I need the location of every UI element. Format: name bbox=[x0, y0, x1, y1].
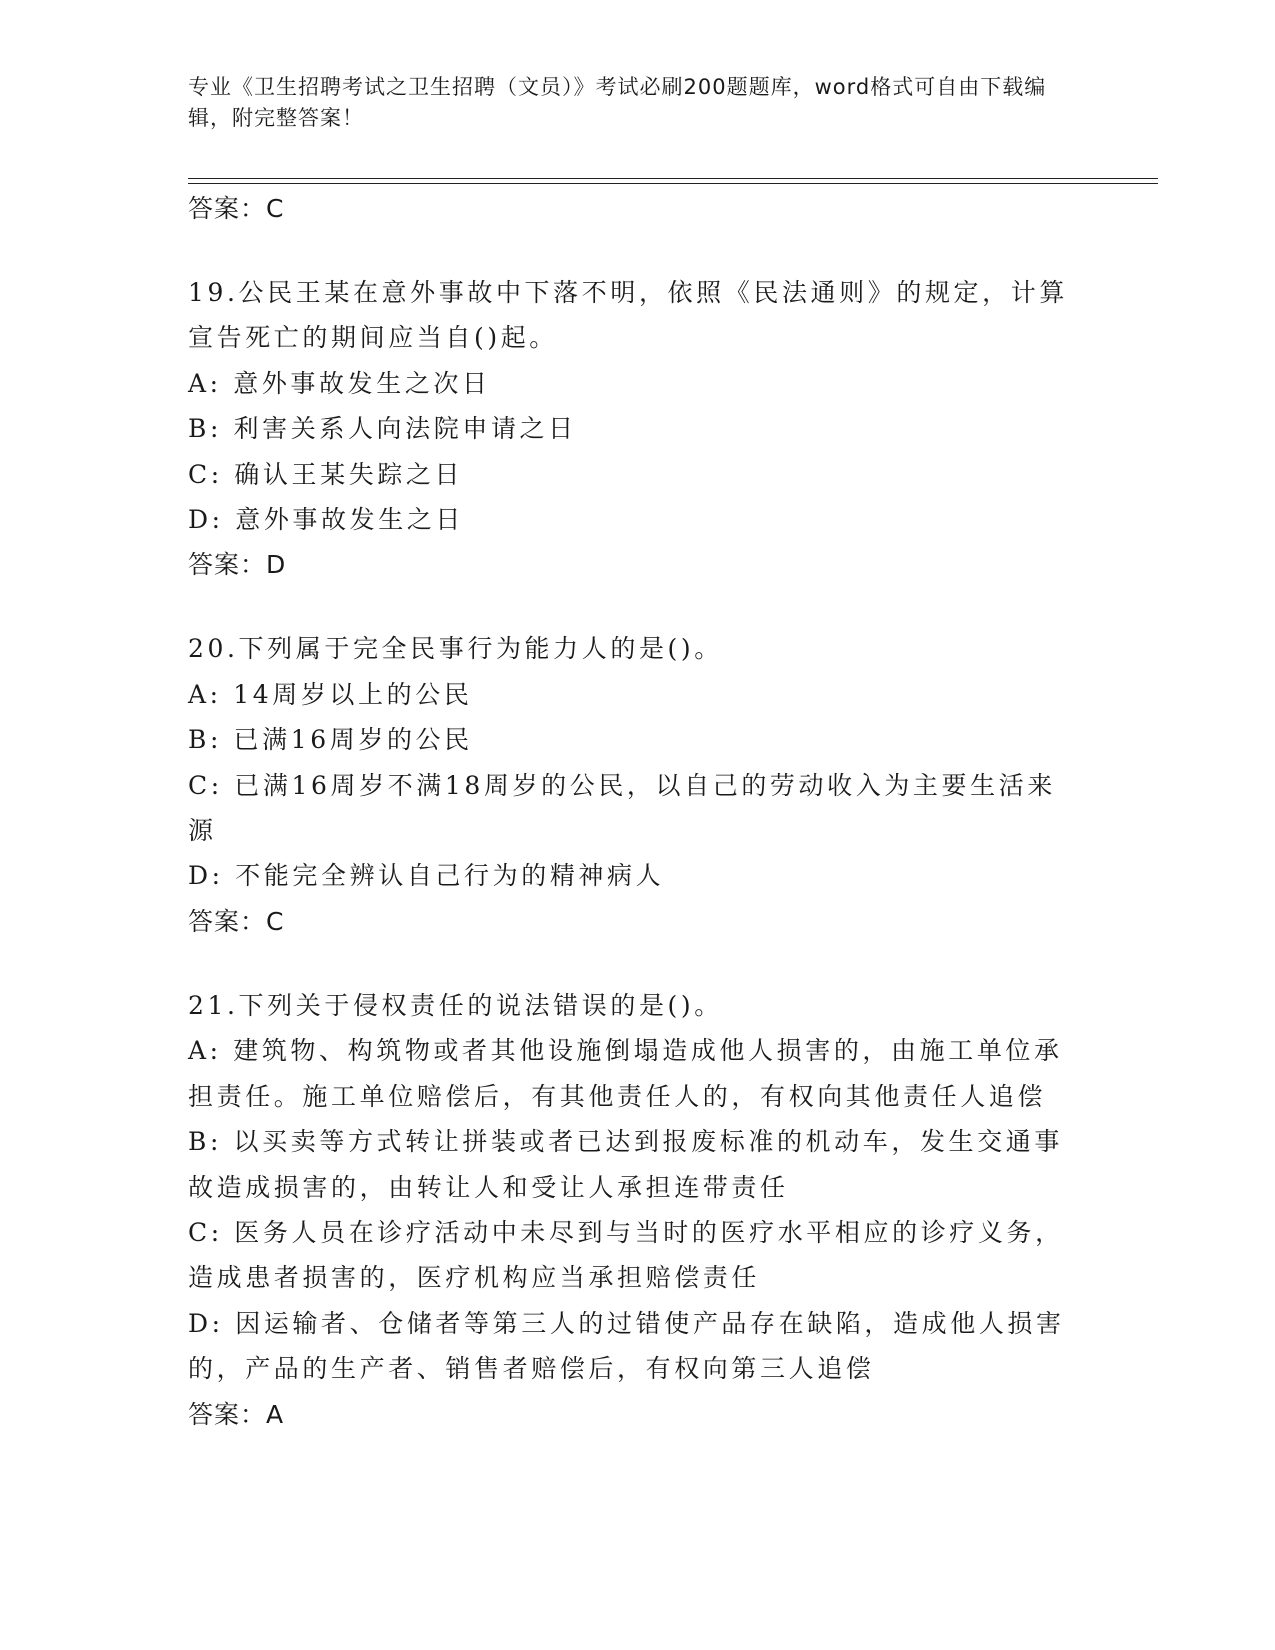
document-body bbox=[188, 186, 1088, 1437]
option-b: B: 已满16周岁的公民 bbox=[188, 725, 473, 755]
question-20 bbox=[188, 626, 1088, 943]
answer-line: 答案：C bbox=[188, 906, 285, 936]
option-d-continued: 的，产品的生产者、销售者赔偿后，有权向第三人追偿 bbox=[188, 1354, 875, 1384]
page-header: 专业《卫生招聘考试之卫生招聘（文员）》考试必刷200题题库，word格式可自由下载编辑，附完整答案！ bbox=[188, 75, 1047, 130]
option-a: A: 14周岁以上的公民 bbox=[188, 679, 473, 709]
header-rule-top bbox=[188, 178, 1158, 179]
option-b-continued: 故造成损害的，由转让人和受让人承担连带责任 bbox=[188, 1172, 789, 1202]
option-d: D: 意外事故发生之日 bbox=[188, 505, 465, 535]
question-text: 19.公民王某在意外事故中下落不明，依照《民法通则》的规定，计算 bbox=[188, 278, 1068, 307]
option-c-continued: 源 bbox=[188, 816, 217, 846]
option-b: B: 以买卖等方式转让拼装或者已达到报废标准的机动车，发生交通事 bbox=[188, 1127, 1063, 1157]
question-19 bbox=[188, 270, 1088, 587]
option-d: D: 因运输者、仓储者等第三人的过错使产品存在缺陷，造成他人损害 bbox=[188, 1308, 1065, 1338]
option-c: C: 确认王某失踪之日 bbox=[188, 459, 464, 489]
option-d: D: 不能完全辨认自己行为的精神病人 bbox=[188, 861, 665, 891]
question-text: 20.下列属于完全民事行为能力人的是()。 bbox=[188, 634, 723, 664]
option-b: B: 利害关系人向法院申请之日 bbox=[188, 414, 577, 444]
question-text: 宣告死亡的期间应当自()起。 bbox=[188, 323, 558, 353]
question-text: 21.下列关于侵权责任的说法错误的是()。 bbox=[188, 990, 723, 1020]
option-a-continued: 担责任。施工单位赔偿后，有其他责任人的，有权向其他责任人追偿 bbox=[188, 1081, 1047, 1111]
option-c: C: 医务人员在诊疗活动中未尽到与当时的医疗水平相应的诊疗义务， bbox=[188, 1217, 1064, 1247]
answer-line: 答案：D bbox=[188, 550, 287, 580]
option-a: A: 意外事故发生之次日 bbox=[188, 368, 491, 398]
answer-line: 答案：C bbox=[188, 194, 285, 223]
option-c: C: 已满16周岁不满18周岁的公民，以自己的劳动收入为主要生活来 bbox=[188, 770, 1056, 800]
option-a: A: 建筑物、构筑物或者其他设施倒塌造成他人损害的，由施工单位承 bbox=[188, 1036, 1063, 1066]
header-rule-bottom bbox=[188, 183, 1158, 184]
question-21 bbox=[188, 983, 1088, 1437]
answer-line: 答案：A bbox=[188, 1399, 285, 1429]
option-c-continued: 造成患者损害的，医疗机构应当承担赔偿责任 bbox=[188, 1263, 761, 1293]
